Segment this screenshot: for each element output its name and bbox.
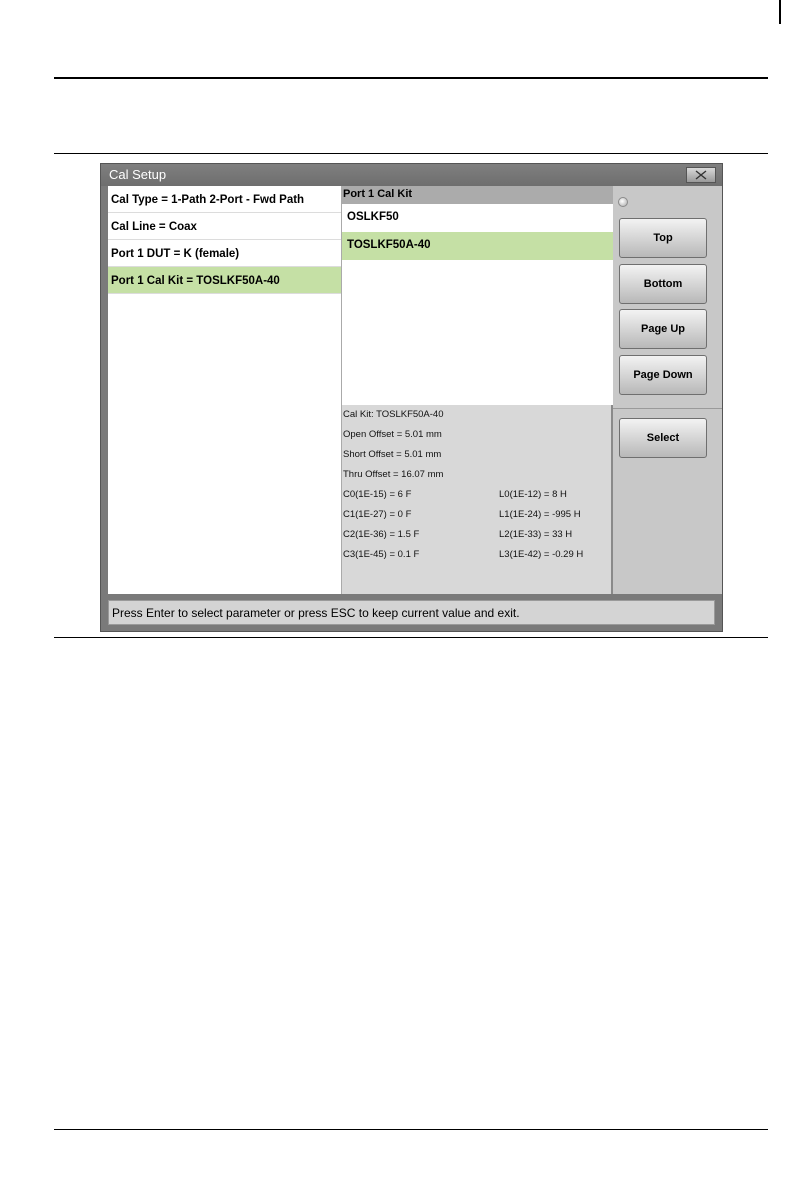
margin-mark — [779, 0, 781, 24]
select-button[interactable]: Select — [619, 418, 707, 458]
param-port1-cal-kit[interactable]: Port 1 Cal Kit = TOSLKF50A-40 — [108, 267, 341, 294]
figure-top-rule — [54, 153, 768, 154]
detail-cal-kit: Cal Kit: TOSLKF50A-40 — [343, 409, 444, 420]
cal-kit-list — [342, 204, 613, 405]
radio-indicator-icon[interactable] — [618, 197, 628, 207]
param-cal-line[interactable]: Cal Line = Coax — [108, 213, 341, 240]
detail-c0: C0(1E-15) = 6 F — [343, 489, 412, 500]
status-bar: Press Enter to select parameter or press ESC to keep current value and exit. — [108, 600, 715, 625]
detail-short-offset: Short Offset = 5.01 mm — [343, 449, 442, 460]
page-down-button[interactable]: Page Down — [619, 355, 707, 395]
cal-kit-details — [342, 405, 613, 594]
footer-rule — [54, 1129, 768, 1130]
page-up-button[interactable]: Page Up — [619, 309, 707, 349]
close-button[interactable] — [686, 167, 716, 183]
param-port1-dut[interactable]: Port 1 DUT = K (female) — [108, 240, 341, 267]
detail-c1: C1(1E-27) = 0 F — [343, 509, 412, 520]
cal-kit-item-oslkf50[interactable]: OSLKF50 — [347, 211, 399, 223]
cal-setup-dialog — [100, 163, 723, 632]
detail-open-offset: Open Offset = 5.01 mm — [343, 429, 442, 440]
side-button-panel — [613, 186, 722, 594]
bottom-button[interactable]: Bottom — [619, 264, 707, 304]
detail-thru-offset: Thru Offset = 16.07 mm — [343, 469, 444, 480]
detail-c2: C2(1E-36) = 1.5 F — [343, 529, 420, 540]
detail-l1: L1(1E-24) = -995 H — [499, 509, 581, 520]
dialog-title: Cal Setup — [109, 167, 167, 182]
dialog-titlebar — [101, 164, 722, 186]
side-panel-divider — [613, 408, 722, 409]
detail-l3: L3(1E-42) = -0.29 H — [499, 549, 584, 560]
parameter-list — [108, 186, 341, 594]
cal-kit-panel — [341, 186, 613, 594]
param-cal-type[interactable]: Cal Type = 1-Path 2-Port - Fwd Path — [108, 186, 341, 213]
cal-kit-list-header: Port 1 Cal Kit — [342, 186, 613, 204]
top-button[interactable]: Top — [619, 218, 707, 258]
close-x-icon — [695, 170, 707, 180]
detail-c3: C3(1E-45) = 0.1 F — [343, 549, 420, 560]
detail-l0: L0(1E-12) = 8 H — [499, 489, 567, 500]
cal-kit-item-toslkf50a-40[interactable]: TOSLKF50A-40 — [342, 232, 613, 260]
figure-bottom-rule — [54, 637, 768, 638]
header-rule — [54, 77, 768, 79]
detail-l2: L2(1E-33) = 33 H — [499, 529, 573, 540]
